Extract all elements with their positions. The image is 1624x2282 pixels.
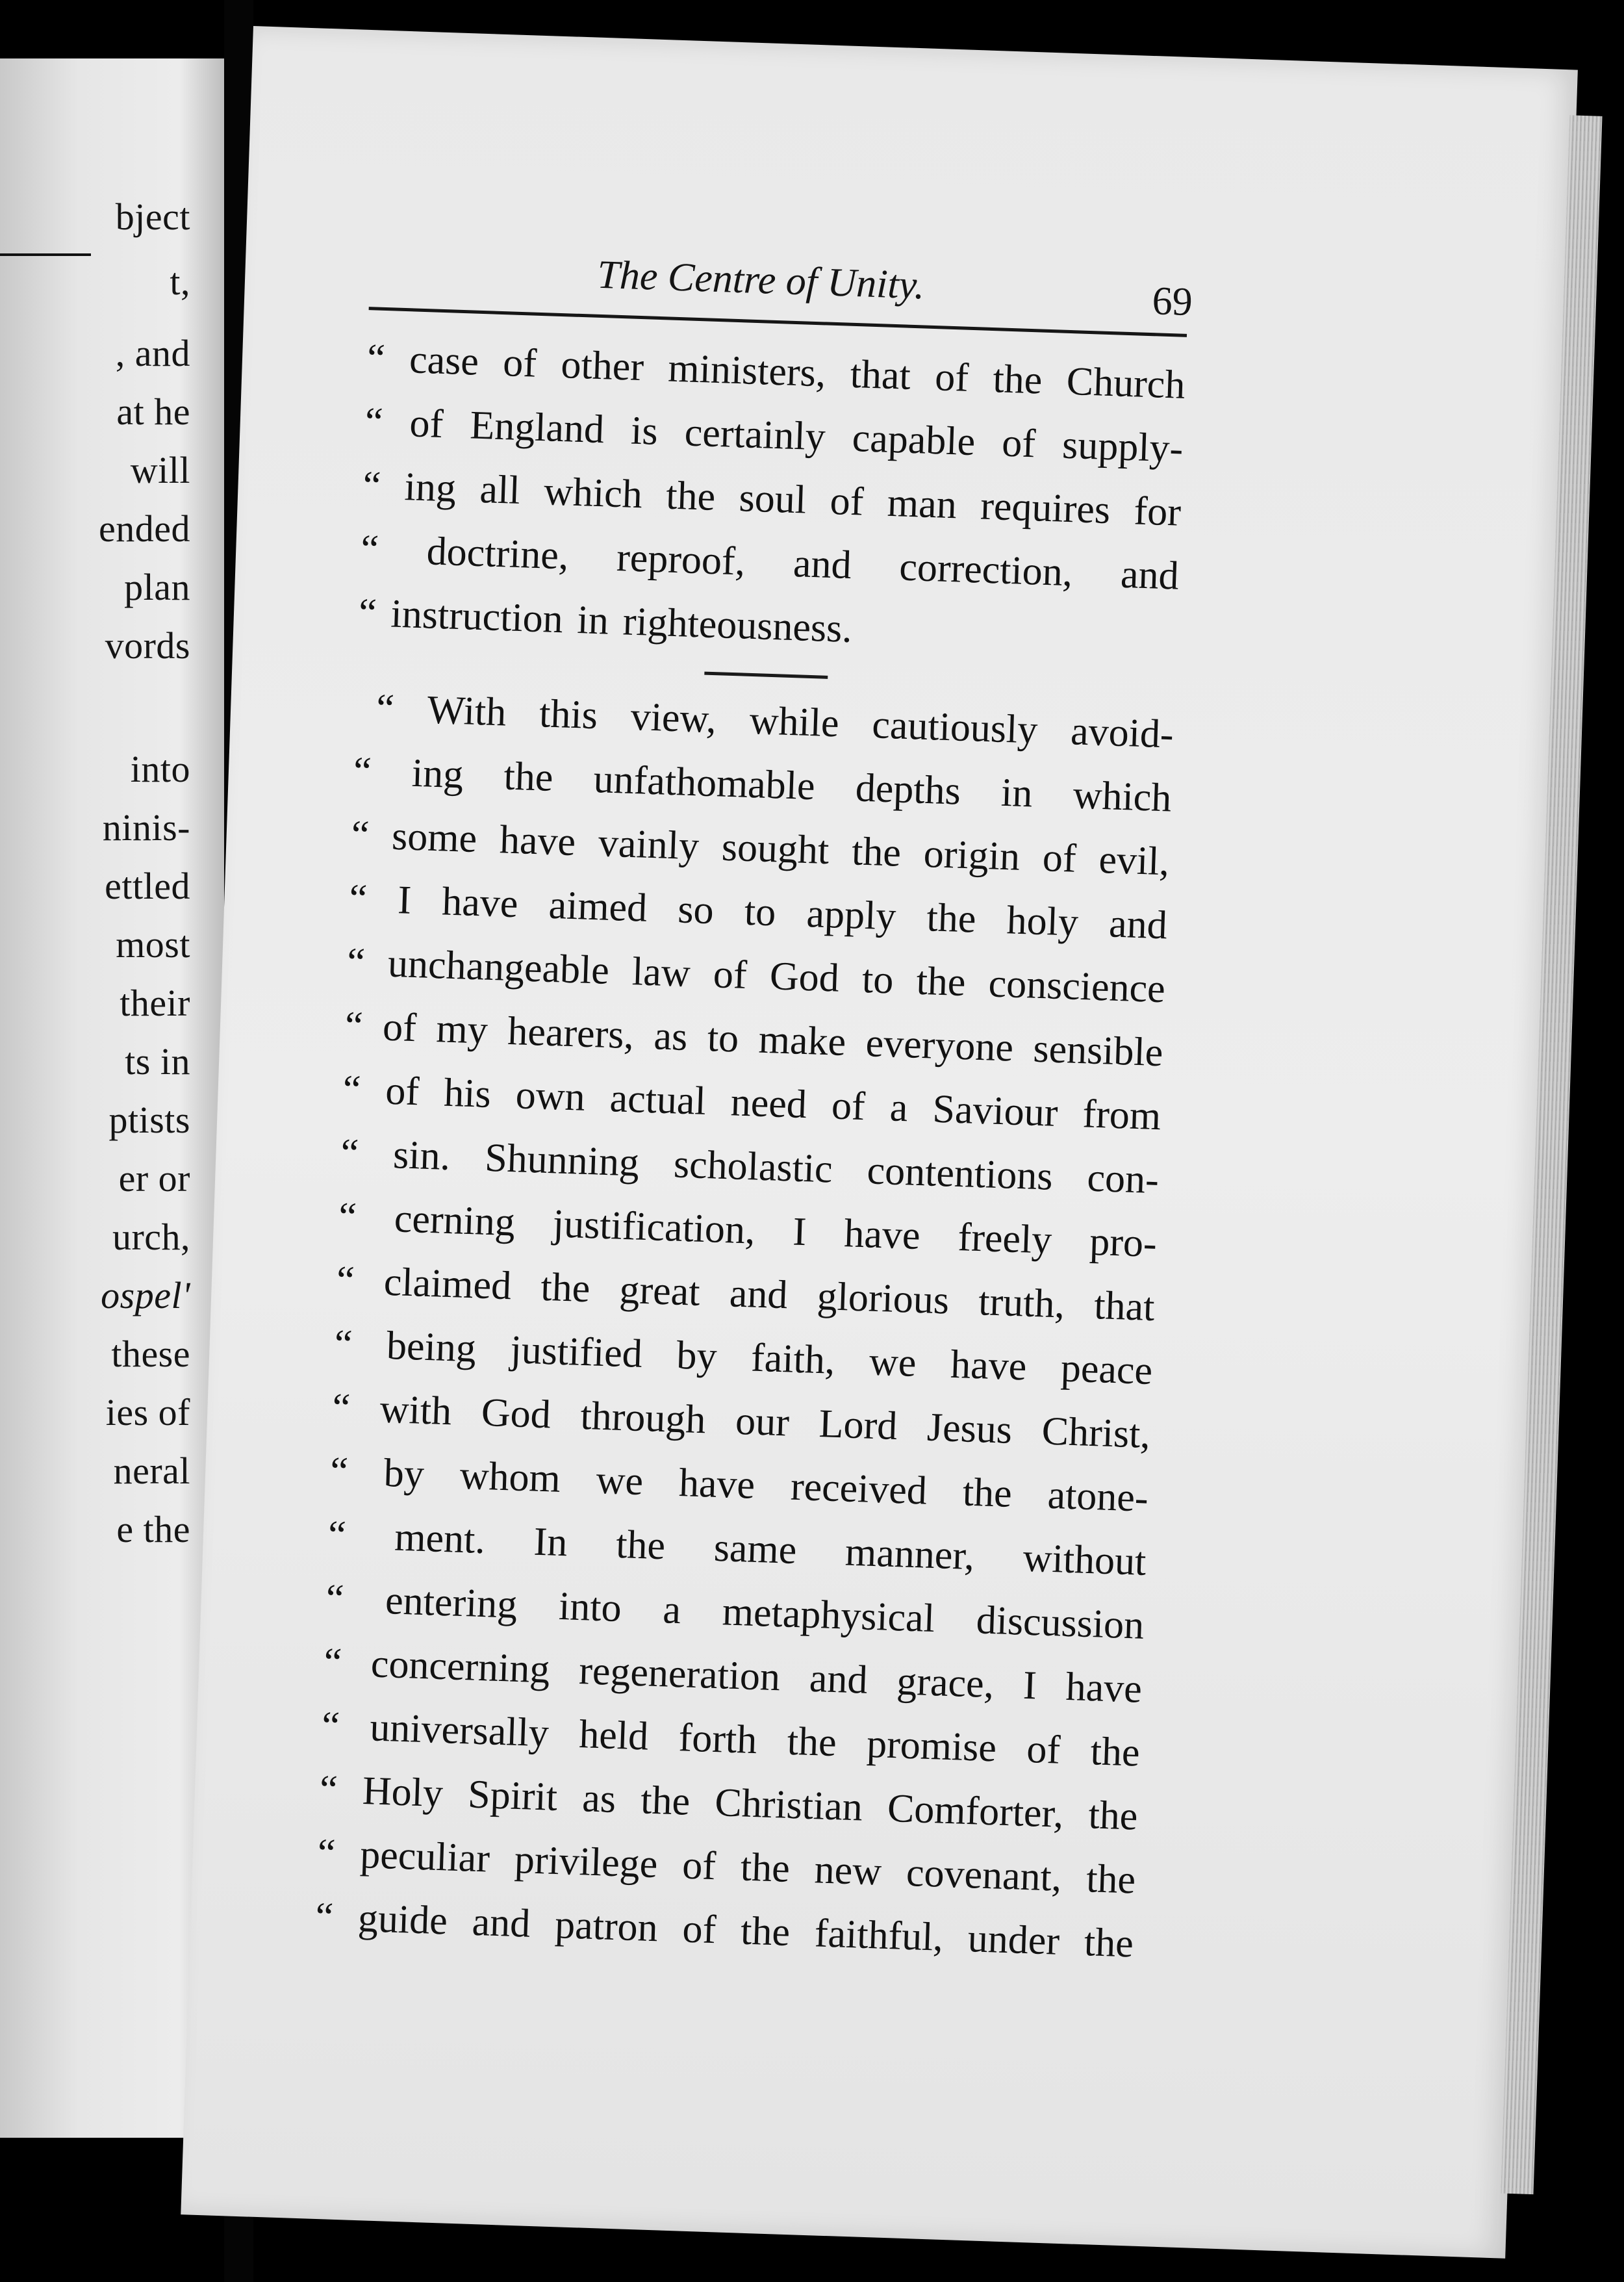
left-page-line: will xyxy=(130,449,190,491)
text-line: “ universally held forth the promise of the xyxy=(321,1703,1141,1775)
text-line: “ instruction in righteousness. xyxy=(358,590,853,652)
left-page-header-rule xyxy=(0,253,91,256)
left-page-line: bject xyxy=(115,196,190,238)
left-page-line: at he xyxy=(116,391,190,433)
left-page-line: , and xyxy=(115,332,190,374)
left-page-line: most xyxy=(116,923,190,966)
left-page-line: ninis- xyxy=(102,806,190,849)
text-line: “ doctrine, reproof, and correction, and xyxy=(360,526,1180,598)
text-line: “ With this view, while cautiously avoid- xyxy=(375,686,1174,757)
left-page-line: ended xyxy=(99,507,190,550)
left-page-line: their xyxy=(120,982,190,1024)
left-page-line: vords xyxy=(105,624,190,667)
header-rule xyxy=(369,307,1187,337)
left-page-line: neral xyxy=(113,1450,190,1492)
text-line: “ claimed the great and glorious truth, that xyxy=(335,1258,1156,1330)
text-line: “ concerning regeneration and grace, I have xyxy=(323,1640,1143,1712)
left-page-line: into xyxy=(130,748,190,790)
left-page-line: these xyxy=(111,1333,190,1375)
text-line: “ case of other ministers, that of the Church xyxy=(366,336,1186,407)
left-page-line: ospel' xyxy=(101,1274,190,1316)
text-line: “ of my hearers, as to make everyone sensible xyxy=(344,1003,1164,1075)
paragraph-2 xyxy=(314,685,1174,1985)
text-line: “ ing the unfathomable depths in which xyxy=(352,749,1173,821)
left-page-line: e the xyxy=(116,1508,190,1550)
text-line: “ entering into a metaphysical discussion xyxy=(325,1576,1145,1648)
paragraph-1 xyxy=(357,335,1186,681)
text-line: “ some have vainly sought the origin of evil, xyxy=(350,812,1171,884)
text-line: “ Holy Spirit as the Christian Comforter, the xyxy=(318,1767,1139,1839)
text-line: “ ing all which the soul of man requires for xyxy=(362,463,1182,535)
left-page-line: plan xyxy=(124,566,190,608)
text-line: “ by whom we have received the atone- xyxy=(329,1449,1149,1520)
right-page xyxy=(181,26,1578,2259)
text-line: “ guide and patron of the faithful, under the xyxy=(314,1894,1134,1966)
text-line: “ peculiar privilege of the new covenant, the xyxy=(316,1830,1137,1903)
left-page-line: er or xyxy=(118,1157,190,1199)
running-title: The Centre of Unity. xyxy=(596,252,926,308)
left-page-line: ptists xyxy=(108,1099,190,1141)
page-header xyxy=(368,244,1193,350)
text-line: “ unchangeable law of God to the conscience xyxy=(346,940,1166,1012)
text-line: “ being justified by faith, we have peace xyxy=(333,1322,1154,1394)
text-line: “ cerning justification, I have freely pro- xyxy=(338,1194,1158,1266)
left-page-line: ettled xyxy=(105,865,190,907)
text-line: “ of his own actual need of a Saviour from xyxy=(342,1067,1162,1139)
page-edge-stack xyxy=(1501,115,1602,2194)
left-page-line: ts in xyxy=(125,1040,190,1083)
page-number: 69 xyxy=(1151,279,1193,325)
text-line: “ with God through our Lord Jesus Christ, xyxy=(331,1385,1151,1457)
left-page-line: ies of xyxy=(105,1391,190,1433)
text-line: “ ment. In the same manner, without xyxy=(327,1513,1147,1584)
left-page-line: urch, xyxy=(112,1216,190,1258)
body-text xyxy=(314,335,1186,1984)
text-line: “ of England is certainly capable of supply- xyxy=(364,400,1184,471)
text-line: “ sin. Shunning scholastic contentions con- xyxy=(340,1131,1160,1203)
text-line: “ I have aimed so to apply the holy and xyxy=(348,876,1168,948)
section-break-rule xyxy=(704,672,828,679)
left-page-line: t, xyxy=(170,261,190,303)
left-facing-page xyxy=(0,58,224,2138)
